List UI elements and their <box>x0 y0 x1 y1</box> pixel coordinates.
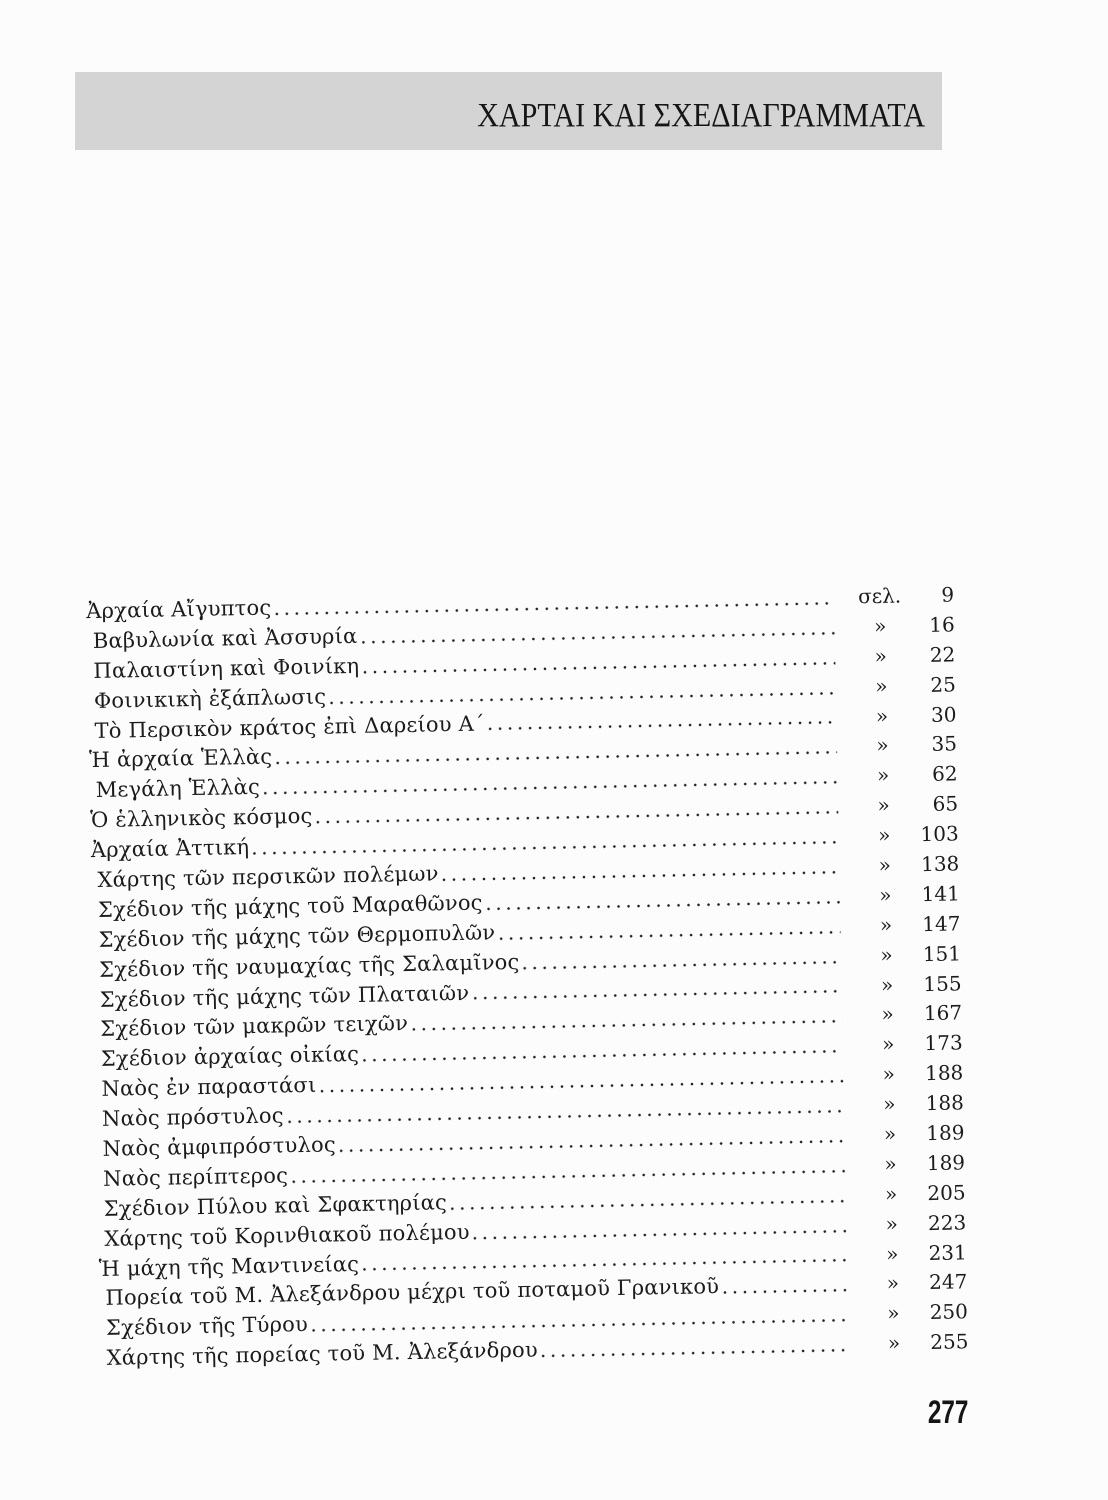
toc-entry-title: Ναὸς ἀμφιπρόστυλος <box>102 1132 337 1161</box>
page-ref-number: 30 <box>930 701 957 727</box>
dot-leader <box>489 721 837 731</box>
toc-entry-title: Φοινικικὴ ἐξάπλωσις <box>93 684 327 713</box>
header-band <box>75 72 942 150</box>
page-ref-prefix: » <box>884 1181 898 1206</box>
page-ref-number: 9 <box>941 582 955 607</box>
page-ref-number: 22 <box>929 642 956 667</box>
toc-entry-title: Ἀρχαία Ἀττική <box>90 835 250 863</box>
toc-entry-title: Βαβυλωνία καὶ Ἀσσυρία <box>92 623 358 653</box>
page-ref-prefix: » <box>874 673 888 698</box>
dot-leader <box>320 1080 843 1093</box>
page-number: 277 <box>927 1394 968 1430</box>
page-ref-number: 188 <box>925 1090 965 1116</box>
page-ref-number: 189 <box>926 1150 966 1175</box>
page-ref-prefix: » <box>875 703 889 728</box>
dot-leader <box>524 960 842 969</box>
toc-entry-title: Σχέδιον τῶν μακρῶν τειχῶν <box>100 1011 409 1042</box>
dot-leader <box>451 1199 846 1210</box>
page-ref-number: 231 <box>928 1239 967 1265</box>
page-ref-prefix: » <box>884 1151 897 1176</box>
section-title: ΧΑΡΤΑΙ ΚΑΙ ΣΧΕΔΙΑΓΡΑΜΜΑΤΑ <box>477 97 925 134</box>
page-ref-prefix: » <box>878 852 892 877</box>
page-ref-prefix: σελ. <box>857 583 902 609</box>
toc-entry-title: Σχέδιον τῆς Τύρου <box>105 1312 309 1341</box>
dot-leader <box>363 661 835 673</box>
dot-leader <box>487 900 840 910</box>
toc-list <box>86 580 969 1374</box>
dot-leader <box>443 871 840 882</box>
dot-leader <box>330 691 836 704</box>
dot-leader <box>723 1289 847 1294</box>
toc-entry-title: Χάρτης τῆς πορείας τοῦ Μ. Ἀλεξάνδρου <box>106 1337 539 1371</box>
dot-leader <box>292 1169 845 1183</box>
toc-entry-title: Παλαιστίνη καὶ Φοινίκη <box>93 653 360 683</box>
toc-entry-title: Σχέδιον τῆς μάχης τῶν Θερμοπυλῶν <box>98 920 496 952</box>
dot-leader <box>312 1319 848 1332</box>
page-ref-number: 250 <box>929 1299 969 1325</box>
page-ref-number: 155 <box>923 970 962 996</box>
page-ref-prefix: » <box>887 1300 900 1326</box>
page-ref-number: 35 <box>931 731 958 757</box>
toc-entry-title: Χάρτης τῶν περσικῶν πολέμων <box>97 861 439 892</box>
dot-leader <box>316 811 838 824</box>
page-ref-number: 247 <box>928 1269 968 1295</box>
page-ref-prefix: » <box>881 1002 895 1027</box>
toc-entry-title: Σχέδιον τῆς ναυμαχίας τῆς Σαλαμῖνος <box>98 949 520 982</box>
toc-entry-title: Χάρτης τοῦ Κορινθιακοῦ πολέμου <box>104 1219 470 1251</box>
page-ref-prefix: » <box>877 822 891 848</box>
page-ref-prefix: » <box>874 643 888 668</box>
dot-leader <box>474 1229 847 1239</box>
toc-entry-title: Πορεία τοῦ Μ. Ἀλεξάνδρου μέχρι τοῦ ποταμοῦ Γρανικοῦ <box>105 1274 720 1311</box>
dot-leader <box>363 1259 847 1271</box>
page-ref-number: 223 <box>927 1210 967 1235</box>
page-ref-number: 167 <box>923 1000 963 1026</box>
toc-entry-title: Ὁ ἑλληνικὸς κόσμος <box>90 804 313 833</box>
toc-entry-title: Μεγάλη Ἑλλὰς <box>95 775 261 803</box>
dot-leader <box>363 1050 843 1062</box>
page-ref-number: 62 <box>931 761 958 787</box>
page-ref-prefix: » <box>876 763 890 788</box>
page-ref-prefix: » <box>880 972 894 997</box>
page-ref-number: 16 <box>929 612 955 637</box>
page-ref-number: 205 <box>927 1180 966 1205</box>
toc-entry-title: Ναὸς πρόστυλος <box>101 1103 284 1132</box>
page-ref-prefix: » <box>885 1211 899 1236</box>
page-ref-prefix: » <box>876 733 889 758</box>
toc-entry-title: Ναὸς περίπτερος <box>102 1163 289 1191</box>
page-ref-prefix: » <box>883 1091 896 1117</box>
page-ref-number: 141 <box>921 881 961 907</box>
toc-entry-title: Ναὸς ἐν παραστάσι <box>101 1073 317 1102</box>
dot-leader <box>361 632 834 644</box>
page-ref-prefix: » <box>879 912 893 937</box>
page-ref-prefix: » <box>887 1330 901 1356</box>
page-ref-number: 255 <box>930 1329 969 1355</box>
page-ref-number: 188 <box>924 1060 964 1086</box>
dot-leader <box>499 930 840 940</box>
dot-leader <box>542 1349 849 1358</box>
dot-leader <box>473 990 841 1000</box>
page-ref-prefix: » <box>873 613 887 638</box>
page-ref-number: 103 <box>920 821 959 847</box>
page-ref-number: 147 <box>922 911 961 936</box>
toc-entry-title: Σχέδιον Πύλου καὶ Σφακτηρίας <box>103 1190 448 1221</box>
toc-entry-title: Ἀρχαία Αἴγυπτος <box>86 595 272 624</box>
toc-entry-title: Ἡ μάχη τῆς Μαντινείας <box>98 1251 360 1281</box>
page-ref-prefix: » <box>885 1241 899 1266</box>
page-ref-prefix: » <box>879 882 892 907</box>
page-ref-prefix: » <box>881 1032 895 1057</box>
toc-entry-title: Τὸ Περσικὸν κράτος ἐπὶ Δαρείου Α΄ <box>94 711 485 743</box>
toc-entry-title: Ἡ ἀρχαία Ἑλλὰς <box>88 745 273 773</box>
page-ref-number: 173 <box>924 1030 963 1056</box>
page-ref-number: 151 <box>922 941 962 966</box>
dot-leader <box>412 1020 842 1031</box>
page-ref-number: 25 <box>930 672 957 697</box>
page-ref-prefix: » <box>880 942 893 967</box>
page-ref-number: 189 <box>926 1120 965 1146</box>
page-ref-number: 138 <box>920 851 960 877</box>
toc-entry-title: Σχέδιον τῆς μάχης τοῦ Μαραθῶνος <box>97 890 483 922</box>
page-ref-prefix: » <box>882 1061 896 1087</box>
toc-entry-title: Σχέδιον τῆς μάχης τῶν Πλαταιῶν <box>99 980 470 1012</box>
page-ref-prefix: » <box>877 792 890 818</box>
page-ref-number: 65 <box>932 791 959 817</box>
toc-entry-title: Σχέδιον ἀρχαίας οἰκίας <box>100 1042 360 1072</box>
dot-leader <box>340 1140 845 1153</box>
page-ref-prefix: » <box>886 1271 900 1296</box>
page-ref-prefix: » <box>883 1121 897 1146</box>
